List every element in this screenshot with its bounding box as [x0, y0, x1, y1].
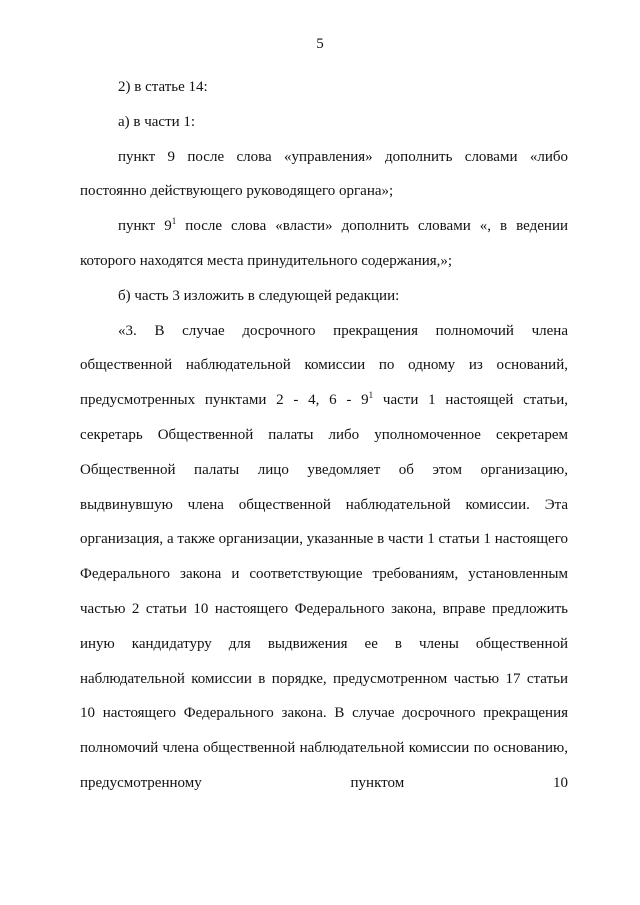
- page-number: 5: [316, 36, 324, 52]
- paragraph-part-3-text: [80, 314, 568, 801]
- paragraph-part-3-text-b: части 1 настоящей статьи, секретарь Общественной палаты либо уполномоченное секретарем Общественной палаты лицо уведомляет об этом организацию, выдвинувшую члена общественной наблюдательной комиссии. Эта организация, а также организации, указанные в части 1 статьи 1 настоящего Федерального закона и соответствующие требованиям, установленным частью 2 статьи 10 настоящего Федерального закона, вправе предложить иную кандидатуру для выдвижения ее в члены общественной наблюдательной комиссии в порядке, предусмотренном частью 17 статьи 10 настоящего Федерального закона. В случае досрочного прекращения полномочий члена общественной наблюдательной комиссии по основанию, предусмотренному пунктом 10: [80, 392, 568, 791]
- paragraph-part-1: а) в части 1:: [118, 113, 196, 130]
- paragraph-part-3-intro: б) часть 3 изложить в следующей редакции:: [118, 287, 400, 304]
- document-body: [80, 70, 568, 801]
- paragraph-item-9-1-text-b: после слова «власти» дополнить словами «, в ведении которого находятся места принудительного содержания,»;: [80, 218, 568, 269]
- paragraph-item-9: пункт 9 после слова «управления» дополнить словами «либо постоянно действующего руководящего органа»;: [80, 148, 568, 200]
- superscript-1: 1: [171, 216, 177, 227]
- paragraph-part-3-text-a: «3. В случае досрочного прекращения полномочий члена общественной наблюдательной комиссии по одному из оснований, предусмотренных пунктами 2 - 4, 6 - 9: [80, 322, 568, 409]
- superscript-1: 1: [368, 390, 374, 401]
- paragraph-item-9-1-text-a: пункт 9: [118, 218, 172, 235]
- paragraph-article-14: 2) в статье 14:: [118, 79, 208, 95]
- paragraph-item-9-1: [80, 209, 568, 279]
